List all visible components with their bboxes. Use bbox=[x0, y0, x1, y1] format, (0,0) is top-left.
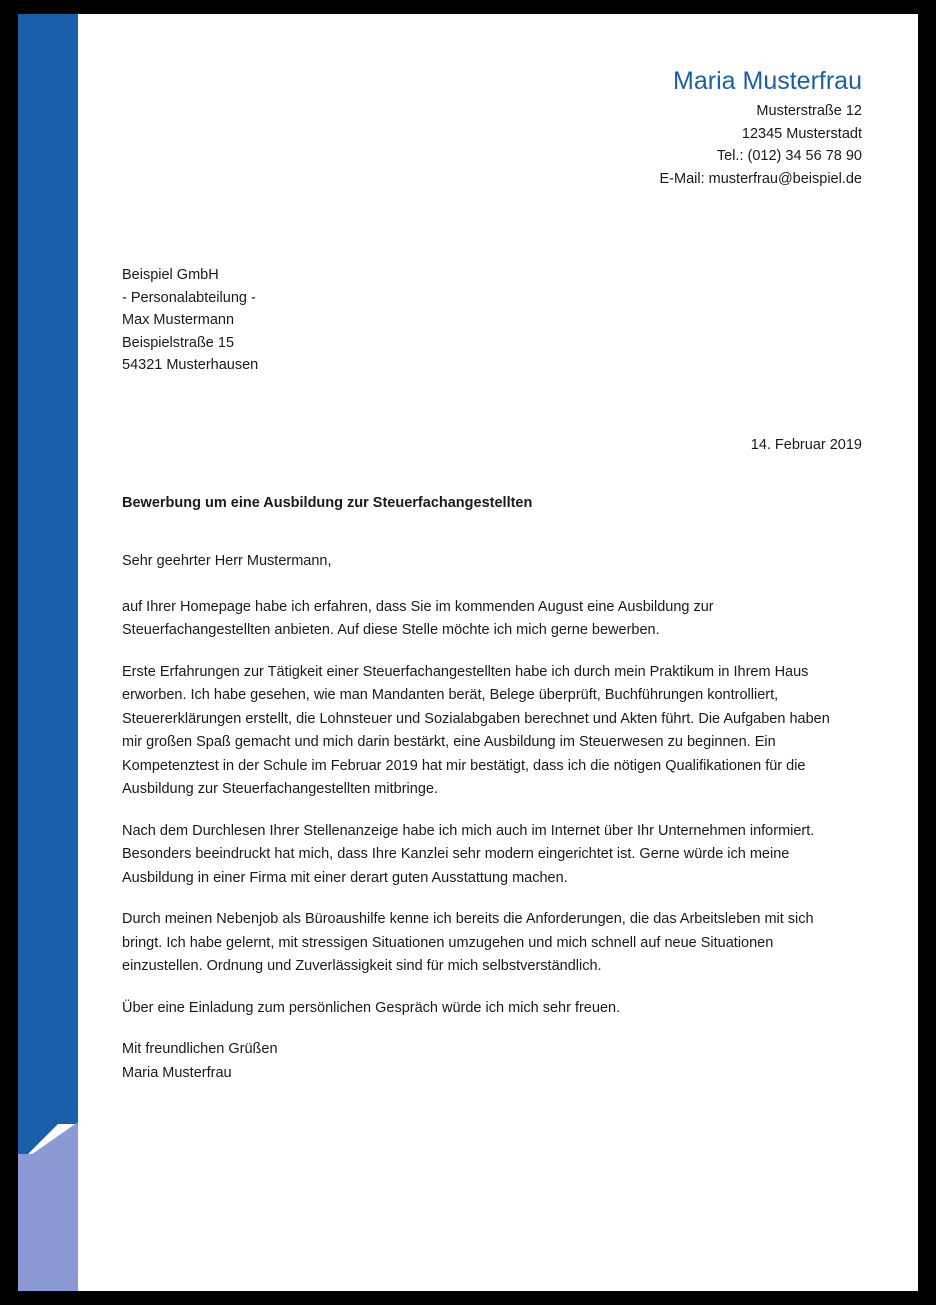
recipient-company: Beispiel GmbH bbox=[122, 267, 219, 283]
sender-name: Maria Musterfrau bbox=[673, 67, 862, 95]
recipient-block bbox=[122, 264, 258, 377]
side-bar-light-block bbox=[18, 1154, 78, 1291]
sender-city: 12345 Musterstadt bbox=[741, 125, 862, 142]
sender-phone: Tel.: (012) 34 56 78 90 bbox=[716, 148, 862, 164]
letter-date: 14. Februar 2019 bbox=[750, 437, 862, 453]
letter-content bbox=[122, 14, 862, 1291]
salutation: Sehr geehrter Herr Mustermann, bbox=[122, 553, 332, 569]
side-bar-accent-block bbox=[18, 14, 78, 1124]
letter-body bbox=[122, 550, 832, 1085]
sender-street: Musterstraße 12 bbox=[756, 103, 862, 119]
letter-page bbox=[18, 14, 918, 1291]
body-paragraph: Erste Erfahrungen zur Tätigkeit einer Steuerfachangestellten habe ich durch mein Praktikum in Ihrem Haus erworben. Ich habe gesehen, wie man Mandanten berät, Belege überprüft, Buchführungen kontrolliert, Steuererklärungen erstellt, die Lohnsteuer und Sozialabgaben berechnet und Akten führt. Die Aufgaben haben mir großen Spaß gemacht und mich darin bestärkt, eine Ausbildung im Steuerwesen zu beginnen. Ein Kompetenztest in der Schule im Februar 2019 hat mir bestätigt, dass ich die nötigen Qualifikationen für die Ausbildung zur Steuerfachangestellten mitbringe. bbox=[122, 663, 830, 797]
decorative-side-bar bbox=[18, 14, 78, 1291]
body-paragraph: Durch meinen Nebenjob als Büroaushilfe kenne ich bereits die Anforderungen, die das Arbeitsleben mit sich bringt. Ich habe gelernt, mit stressigen Situationen umzugehen und mich schnell auf neue Situationen einzustellen. Ordnung und Zuverlässigkeit sind für mich selbstverständlich. bbox=[122, 911, 814, 974]
recipient-street: Beispielstraße 15 bbox=[122, 334, 235, 351]
signature-name: Maria Musterfrau bbox=[122, 1064, 232, 1081]
letter-subject: Bewerbung um eine Ausbildung zur Steuerfachangestellten bbox=[122, 495, 533, 511]
sender-email: E-Mail: musterfrau@beispiel.de bbox=[659, 170, 862, 187]
recipient-department: - Personalabteilung - bbox=[122, 289, 256, 306]
recipient-city: 54321 Musterhausen bbox=[122, 357, 259, 373]
body-paragraph: Über eine Einladung zum persönlichen Gespräch würde ich mich sehr freuen. bbox=[122, 999, 621, 1016]
body-paragraph: Nach dem Durchlesen Ihrer Stellenanzeige habe ich mich auch im Internet über Ihr Unternehmen informiert. Besonders beeindruckt hat mich, dass Ihre Kanzlei sehr modern eingerichtet ist. Gerne würde ich meine Ausbildung in einer Firma mit einer derart guten Ausstattung machen. bbox=[122, 822, 815, 886]
closing-phrase: Mit freundlichen Grüßen bbox=[122, 1041, 278, 1057]
recipient-person: Max Mustermann bbox=[122, 312, 235, 328]
sender-block bbox=[660, 66, 863, 190]
body-paragraph: auf Ihrer Homepage habe ich erfahren, dass Sie im kommenden August eine Ausbildung zur Steuerfachangestellten anbieten. Auf diese Stelle möchte ich mich gerne bewerben. bbox=[122, 598, 714, 638]
